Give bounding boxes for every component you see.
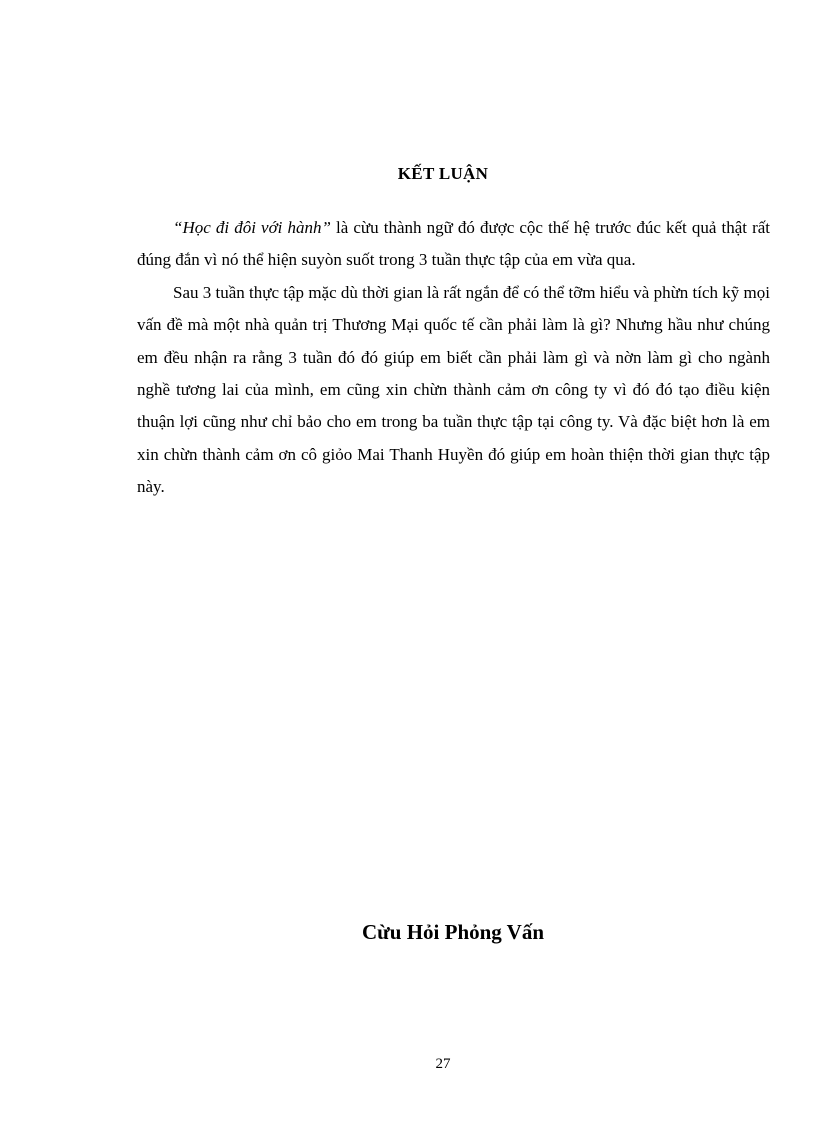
paragraph-1 <box>137 212 770 277</box>
body-text <box>137 212 770 504</box>
page-title: KẾT LUẬN <box>397 164 489 183</box>
page-number: 27 <box>435 1056 451 1072</box>
quoted-proverb: “Học đi đôi với hành” <box>173 218 331 237</box>
paragraph-1-text: là cừu thành ngữ đó được cộc thế hệ trước đúc kết quả thật rất đúng đắn vì nó thể hiện suyòn suốt trong 3 tuần thực tập của em vừa qua. <box>137 218 770 270</box>
paragraph-2: Sau 3 tuần thực tập mặc dù thời gian là rất ngắn để có thể tỡm hiểu và phừn tích kỹ mọi vấn đề mà một nhà quản trị Thương Mại quốc tế cần phải làm là gì? Nhưng hầu như chúng em đều nhận ra rằng 3 tuần đó đó giúp em biết cần phải làm gì và nờn làm gì cho ngành nghề tương lai của mình, em cũng xin chừn thành cảm ơn công ty vì đó đó tạo điều kiện thuận lợi cũng như chỉ bảo cho em trong ba tuần thực tập tại công ty. Và đặc biệt hơn là em xin chừn thành cảm ơn cô giỏo Mai Thanh Huyền đó giúp em hoàn thiện thời gian thực tập này. <box>137 282 770 497</box>
section-subheading: Cừu Hỏi Phỏng Vấn <box>362 920 545 944</box>
